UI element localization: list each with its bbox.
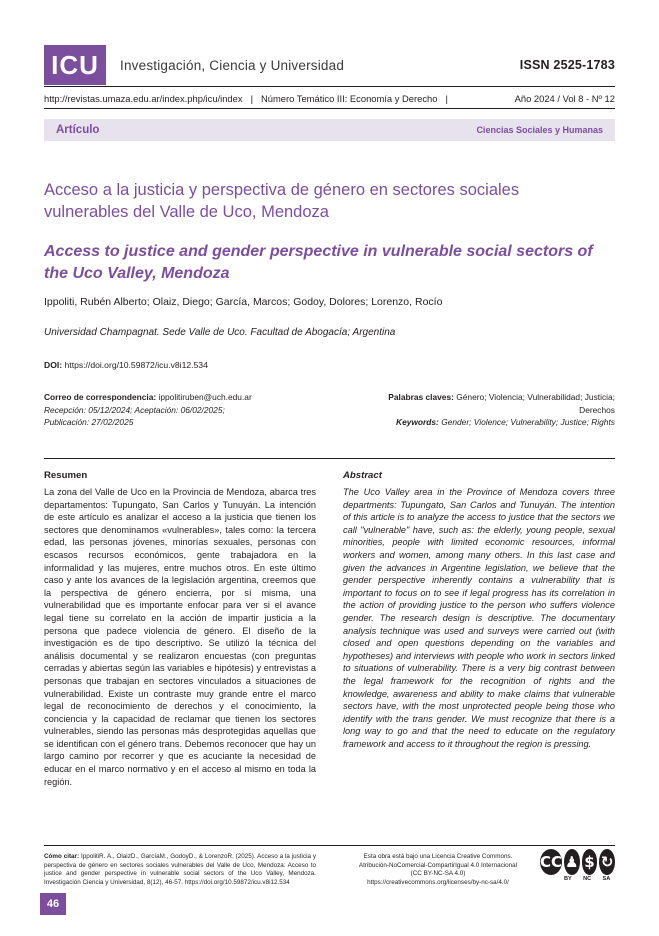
cc-spacer <box>540 876 557 882</box>
cc-label-sa: SA <box>602 876 611 882</box>
correspondence-dates-2: Publicación: 27/02/2025 <box>44 417 134 427</box>
abstract-en-heading: Abstract <box>343 470 382 481</box>
cc-label-nc: NC <box>583 876 592 882</box>
license-line-1: Esta obra está bajo una Licencia Creative Commons. <box>363 853 513 860</box>
abstract-es-heading: Resumen <box>44 470 88 481</box>
doi-label: DOI: <box>44 360 63 370</box>
meta-separator-2: | <box>445 92 448 104</box>
page-title-en: Access to justice and gender perspective in vulnerable social sectors of the Uco Valley, Mendoza <box>44 243 593 283</box>
issue-year-volume: Año 2024 / Vol 8 - Nº 12 <box>514 92 615 104</box>
section-bar <box>44 119 615 141</box>
correspondence-email-label: Correo de correspondencia: <box>44 392 157 402</box>
meta-separator-1: | <box>250 92 253 104</box>
cc-nc-icon: $ <box>582 849 598 875</box>
journal-name: Investigación, Ciencia y Universidad <box>120 57 345 73</box>
license-line-4[interactable]: https://creativecommons.org/licenses/by-nc-sa/4.0/ <box>367 878 509 886</box>
keywords-es-value: Género; Violencia; Vulnerabilidad; Justicia; Derechos <box>456 392 615 415</box>
journal-logo: ICU <box>44 45 106 85</box>
divider-bottom <box>44 108 615 109</box>
page-title-es: Acceso a la justicia y perspectiva de género en sectores sociales vulnerables del Valle de Uco, Mendoza <box>44 181 520 222</box>
correspondence-email-value[interactable]: ippolitiruben@uch.edu.ar <box>158 392 252 402</box>
journal-url[interactable]: http://revistas.umaza.edu.ar/index.php/icu/index <box>44 92 243 104</box>
license-line-2: Atribución-NoComercial-CompartirIgual 4.0 Internacional <box>358 861 518 869</box>
section-type-label: Artículo <box>56 124 100 136</box>
keywords-es <box>356 391 615 416</box>
cc-label-row <box>540 876 615 882</box>
divider-top <box>44 86 615 87</box>
creative-commons-badge-icon[interactable] <box>540 849 615 887</box>
cc-logo-icon: CC <box>540 849 562 875</box>
cc-icon-row <box>540 849 615 875</box>
keywords-en <box>356 416 615 429</box>
page-number: 46 <box>40 893 66 915</box>
masthead <box>44 44 615 86</box>
keywords-en-label: Keywords: <box>396 417 439 427</box>
how-to-cite-text: IppolitiR. A., OlaizD., GarcíaM., GodoyD., & LorenzoR. (2025). Acceso a la justicia y perspectiva de género en sectores sociales vulnerables del Valle de Uco, Mendoza: Acceso to justice and gender perspective in vulnerable social sectors of the Uco Valley, Mendoza. Investigación Ciencia y Universidad, 8(12), 46-57. https://doi.org/10.59872/icu.v8i12.534 <box>44 853 316 886</box>
abstract-en-body: The Uco Valley area in the Province of Mendoza covers three departments: Tupungato, San Carlos and Tunuyán. The intention of this article is to analyze the access to justice that the sectors we call "vulnerable" have, such as: the elderly, young people, sexual minorities, people with limited economic resources, informal workers and women, among many others. In this last case and given the advances in Argentine legislation, we believe that the gender perspective inherently contains a vulnerability that is important to focus on to see if legal progress has its correlation in the action of providing justice to the person who suffers violence gender. The research design is descriptive. The documentary analysis technique was used and surveys were carried out (with closed and open questions depending on the variables and hypotheses) and interviews with people who work in sectors linked to situations of vulnerability. There is a very big contrast between the legal framework for the recognition of rights and the knowledge, awareness and ability to make claims that vulnerable sectors have, with the most unprotected people being those who identify with the trans gender. We must recognize that there is a long way to go and that the need to educate on the regulatory framework and access to it throughout the region is pressing. <box>343 487 615 749</box>
cc-by-icon: ♟ <box>564 849 580 875</box>
issue-title: Número Temático III: Economía y Derecho <box>261 92 438 104</box>
keywords-es-label: Palabras claves: <box>388 392 454 402</box>
license-text <box>343 853 533 887</box>
author-list: Ippoliti, Rubén Alberto; Olaiz, Diego; García, Marcos; Godoy, Dolores; Lorenzo, Rocío <box>44 296 443 308</box>
cc-sa-icon: ↻ <box>599 849 615 875</box>
license-line-3: (CC BY-NC-SA 4.0) <box>410 870 466 878</box>
affiliation: Universidad Champagnat. Sede Valle de Uco. Facultad de Abogacía; Argentina <box>44 327 396 338</box>
keywords-block <box>356 391 615 429</box>
doi-value[interactable]: https://doi.org/10.59872/icu.v8i12.534 <box>64 360 208 370</box>
correspondence-dates-1: Recepción: 05/12/2024; Aceptación: 06/02/2025; <box>44 404 225 415</box>
how-to-cite <box>44 853 316 887</box>
correspondence-block <box>44 391 344 429</box>
abstract-en-column <box>343 470 615 750</box>
issn-label: ISSN 2525-1783 <box>519 58 615 72</box>
abstract-es-body: La zona del Valle de Uco en la Provincia de Mendoza, abarca tres departamentos: Tupungato, San Carlos y Tunuyán. La intención de este artículo es analizar el acceso a la justicia que tienen los sectores que denominamos «vulnerables», tales como: la tercera edad, las personas jóvenes, minorías sexuales, personas con escasos recursos económicos, gente trabajadora en la informalidad y las mujeres, entre muchos otros. En este último caso y ante los avances de la legislación argentina, creemos que la perspectiva de género encierra, por sí misma, una vulnerabilidad que es importante enfocar para ver si el avance legal tiene su correlato en la acción de impartir justicia a la persona que padece violencia de género. El diseño de la investigación es de tipo descriptivo. Se utilizó la técnica del análisis documental y se realizaron encuestas (con preguntas cerradas y abiertas según las variables e hipótesis) y entrevistas a personas que trabajan en sectores vinculados a situaciones de vulnerabilidad. Existe un contraste muy grande entre el marco legal de reconocimiento de derechos y el conocimiento, la conciencia y la capacidad de reclamar que tienen los sectores vulnerables, siendo las personas más desprotegidas aquellas que se identifican con el género trans. Debemos reconocer que hay un largo camino por recorrer y que es acuciante la necesidad de educar en el marco normativo y en el acceso al mismo en toda la región. <box>44 487 316 787</box>
correspondence-email-line <box>44 391 344 404</box>
divider-footer <box>44 845 615 846</box>
section-area-label: Ciencias Sociales y Humanas <box>476 125 603 135</box>
how-to-cite-label: Cómo citar: <box>44 853 80 860</box>
doi-line <box>44 360 444 370</box>
cc-label-by: BY <box>563 876 572 882</box>
keywords-en-value: Gender; Violence; Vulnerability; Justice; Rights <box>441 417 615 427</box>
divider-abstract <box>44 458 615 459</box>
abstract-es-column <box>44 470 316 788</box>
issue-meta-line <box>44 89 615 107</box>
